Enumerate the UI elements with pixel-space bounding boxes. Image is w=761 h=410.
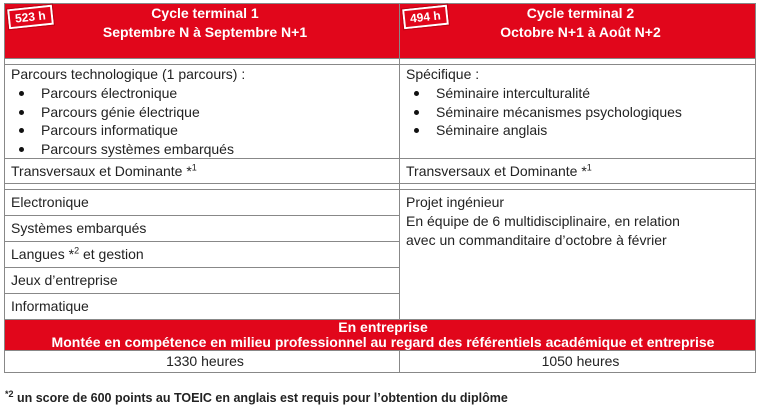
projet-cell [400, 190, 756, 320]
projet-title: Projet ingénieur [406, 194, 505, 210]
list-item: Parcours systèmes embarqués [11, 140, 399, 159]
list-item: Parcours génie électrique [11, 103, 399, 122]
projet-line-1: En équipe de 6 multidisciplinaire, en relation [406, 213, 680, 229]
transversaux-row [5, 159, 756, 184]
list-item: Séminaire interculturalité [406, 84, 755, 103]
parcours-list [11, 84, 399, 158]
cycle2-hours: 1050 heures [400, 351, 756, 373]
program-table [4, 3, 756, 373]
cycle1-hours-badge: 523 h [7, 5, 54, 30]
hours-row [5, 351, 756, 373]
footnote-marker: *2 [5, 388, 14, 399]
entreprise-row [5, 320, 756, 351]
seminaire-list [406, 84, 755, 140]
entreprise-subtitle: Montée en compétence en milieu professionnel au regard des référentiels académique et entreprise [51, 334, 715, 350]
list-item: Parcours informatique [11, 121, 399, 140]
list-item: Séminaire anglais [406, 121, 755, 140]
list-item: Séminaire mécanismes psychologiques [406, 103, 755, 122]
parcours-cell [5, 65, 400, 159]
header-row [5, 4, 756, 59]
module-row [5, 190, 756, 216]
cycle1-hours: 1330 heures [5, 351, 400, 373]
projet-line-2: avec un commanditaire d’octobre à février [406, 232, 667, 248]
cycle2-header [400, 4, 756, 59]
footnote-text: un score de 600 points au TOEIC en anglais est requis pour l’obtention du diplôme [13, 391, 508, 405]
list-item: Parcours électronique [11, 84, 399, 103]
footnote [5, 388, 508, 405]
cycle2-period: Octobre N+1 à Août N+2 [500, 24, 661, 40]
module-jeux: Jeux d’entreprise [5, 268, 400, 294]
cycle2-title: Cycle terminal 2 [526, 5, 635, 21]
transversaux-cell-1: Transversaux et Dominante *$^1$ [5, 159, 400, 184]
parcours-row [5, 65, 756, 159]
transversaux-cell-2: Transversaux et Dominante *$^1$ [400, 159, 756, 184]
cycle1-header [5, 4, 400, 59]
module-systemes: Systèmes embarqués [5, 216, 400, 242]
specifique-title: Spécifique : [406, 66, 480, 82]
entreprise-cell [5, 320, 756, 351]
cycle2-hours-badge: 494 h [402, 5, 449, 30]
cycle1-period: Septembre N à Septembre N+1 [102, 24, 308, 40]
parcours-title: Parcours technologique (1 parcours) : [11, 66, 246, 82]
module-electronique: Electronique [5, 190, 400, 216]
entreprise-title: En entreprise [338, 319, 428, 335]
cycle1-title: Cycle terminal 1 [151, 5, 259, 21]
specifique-cell [400, 65, 756, 159]
module-langues: Langues *$^2$ et gestion [5, 242, 400, 268]
module-informatique: Informatique [5, 294, 400, 320]
